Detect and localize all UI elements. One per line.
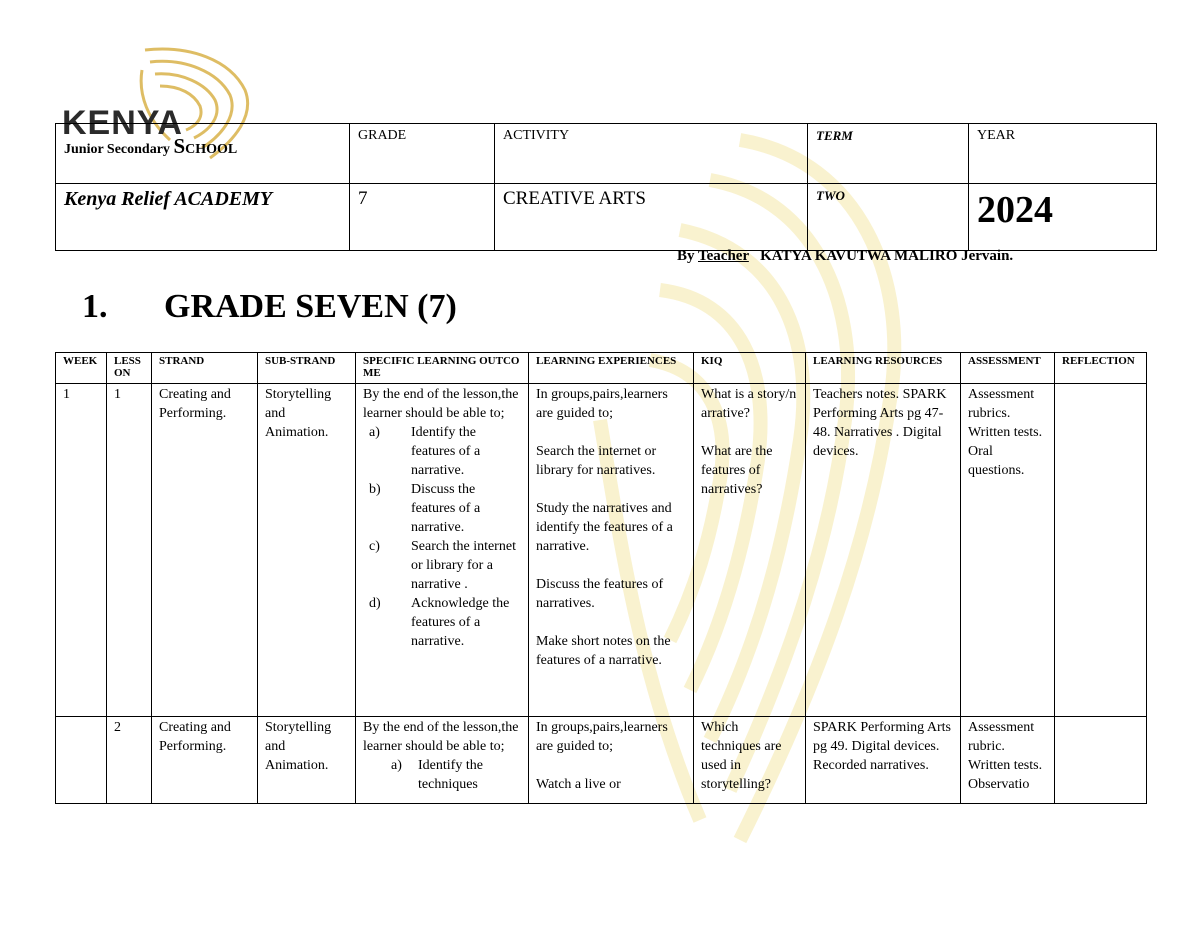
item-text: Identify the features of a narrative. [411,425,481,478]
table-header-row [56,353,1147,384]
lesson-cell: 1 [107,384,152,717]
lesson-cell: 2 [107,717,152,804]
experiences-cell [529,717,694,804]
column-header: STRAND [152,353,258,384]
term-label: TERM [808,124,969,184]
column-header: ASSESSMENT [961,353,1055,384]
reflection-cell [1055,384,1147,717]
item-label: c) [369,539,380,554]
kiq-item: What is a story/narrative? [701,387,797,421]
scheme-of-work-table [55,352,1147,804]
outcome-list [363,756,521,794]
school-name: Kenya Relief ACADEMY [56,184,350,251]
byline-by: By [677,248,695,264]
grade-value: 7 [350,184,495,251]
activity-label: ACTIVITY [495,124,808,184]
assessment-cell: Assessment rubrics. Written tests. Oral questions. [961,384,1055,717]
outcome-cell [356,717,529,804]
school-type-cell [56,124,350,184]
sub-strand-cell: Storytelling and Animation. [258,384,356,717]
activity-value: CREATIVE ARTS [495,184,808,251]
sub-strand-cell: Storytelling and Animation. [258,717,356,804]
column-header: SPECIFIC LEARNING OUTCOME [356,353,529,384]
byline [677,248,1013,265]
assessment-cell [961,717,1055,804]
experience-item: In groups,pairs,learners are guided to; [536,387,668,421]
kiq-item: Which techniques are used in storytelling? [701,720,782,792]
item-text: Acknowledge the features of a narrative. [411,596,510,649]
experience-item: Search the internet or library for narratives. [536,444,657,478]
kiq-item: What are the features of narratives? [701,444,773,497]
header-table [55,123,1157,251]
strand-cell: Creating and Performing. [152,717,258,804]
column-header: LEARNING EXPERIENCES [529,353,694,384]
experience-item: Study the narratives and identify the features of a narrative. [536,501,673,554]
outcome-cell [356,384,529,717]
school-type-lead: Junior Secondary [64,142,174,157]
list-item [363,537,521,594]
outcome-list [363,423,521,651]
week-cell [56,717,107,804]
school-type-cap: S [173,134,186,158]
grade-label: GRADE [350,124,495,184]
kiq-cell [694,384,806,717]
column-header: WEEK [56,353,107,384]
column-header: REFLECTION [1055,353,1147,384]
item-label: b) [369,482,381,497]
assessment-text: Assessment rubric. Written tests. Observatio [968,720,1043,792]
kiq-cell [694,717,806,804]
resources-cell: SPARK Performing Arts pg 49. Digital devices. Recorded narratives. [806,717,961,804]
outcome-intro: By the end of the lesson,the learner should be able to; [363,387,519,421]
column-header: SUB-STRAND [258,353,356,384]
list-item [363,480,521,537]
item-label: a) [369,425,380,440]
experience-item: Discuss the features of narratives. [536,577,664,611]
byline-name: KATYA KAVUTWA MALIRO Jervain. [760,248,1014,264]
experience-item: In groups,pairs,learners are guided to; [536,720,668,754]
term-value: TWO [808,184,969,251]
column-header: LEARNING RESOURCES [806,353,961,384]
column-header: LESSON [107,353,152,384]
list-item [363,594,521,651]
item-text: Discuss the features of a narrative. [411,482,481,535]
item-text: Identify the techniques [418,758,483,792]
list-item [363,423,521,480]
column-header: KIQ [694,353,806,384]
school-type-rest: CHOOL [185,142,238,157]
heading-number: 1. [82,288,108,325]
resources-cell: Teachers notes. SPARK Performing Arts pg 47-48. Narratives . Digital devices. [806,384,961,717]
week-cell: 1 [56,384,107,717]
outcome-intro: By the end of the lesson,the learner should be able to; [363,720,519,754]
table-row [56,384,1147,717]
heading-title: GRADE SEVEN (7) [164,288,457,325]
year-value: 2024 [969,184,1157,251]
reflection-cell [1055,717,1147,804]
experiences-cell [529,384,694,717]
year-label: YEAR [969,124,1157,184]
table-row [56,717,1147,804]
list-item [363,756,521,794]
item-label: a) [391,758,402,773]
kenya-logo-text: KENYA [62,104,183,142]
experience-item: Watch a live or [536,777,621,792]
page-title [82,288,457,326]
byline-teacher: Teacher [698,248,749,264]
item-label: d) [369,596,381,611]
experience-item: Make short notes on the features of a narrative. [536,634,671,668]
item-text: Search the internet or library for a narrative . [411,539,516,592]
strand-cell: Creating and Performing. [152,384,258,717]
